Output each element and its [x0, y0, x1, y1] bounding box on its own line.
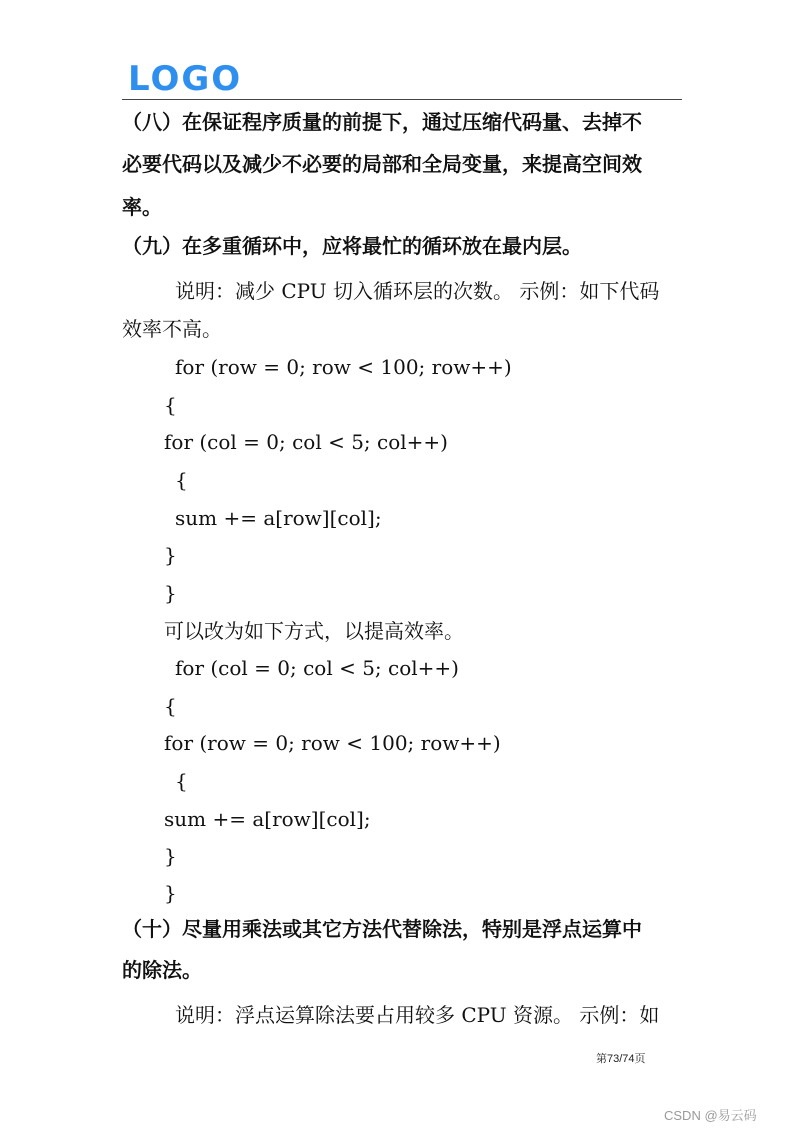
paragraph-line: 说明：浮点运算除法要占用较多 CPU 资源。 示例：如 — [175, 1003, 660, 1027]
heading-9: （九）在多重循环中，应将最忙的循环放在最内层。 — [122, 234, 582, 258]
code-line: { — [175, 468, 188, 492]
heading-10-line-1: （十）尽量用乘法或其它方法代替除法，特别是浮点运算中 — [122, 917, 642, 941]
code-line: { — [164, 393, 177, 417]
code-line: } — [164, 581, 177, 605]
code-line: } — [164, 881, 177, 905]
heading-8-line-3: 率。 — [122, 195, 162, 219]
code-line: sum += a[row][col]; — [175, 506, 382, 530]
code-line: for (col = 0; col < 5; col++) — [164, 430, 448, 454]
heading-8-line-1: （八）在保证程序质量的前提下，通过压缩代码量、去掉不 — [122, 110, 642, 134]
code-line: } — [164, 543, 177, 567]
paragraph-line: 可以改为如下方式，以提高效率。 — [164, 619, 464, 643]
paragraph-line: 说明：减少 CPU 切入循环层的次数。 示例：如下代码 — [175, 279, 660, 303]
code-line: for (row = 0; row < 100; row++) — [175, 355, 512, 379]
code-line: } — [164, 844, 177, 868]
heading-8-line-2: 必要代码以及减少不必要的局部和全局变量，来提高空间效 — [122, 152, 642, 176]
code-line: for (col = 0; col < 5; col++) — [175, 656, 459, 680]
heading-10-line-2: 的除法。 — [122, 958, 202, 982]
code-line: { — [164, 694, 177, 718]
paragraph-line: 效率不高。 — [122, 317, 222, 341]
header-divider — [122, 99, 682, 100]
code-line: sum += a[row][col]; — [164, 807, 371, 831]
code-line: { — [175, 769, 188, 793]
code-line: for (row = 0; row < 100; row++) — [164, 731, 501, 755]
watermark: CSDN @易云码 — [664, 1108, 757, 1123]
page-number: 第73/74页 — [596, 1053, 646, 1065]
logo: LOGO — [128, 59, 243, 99]
